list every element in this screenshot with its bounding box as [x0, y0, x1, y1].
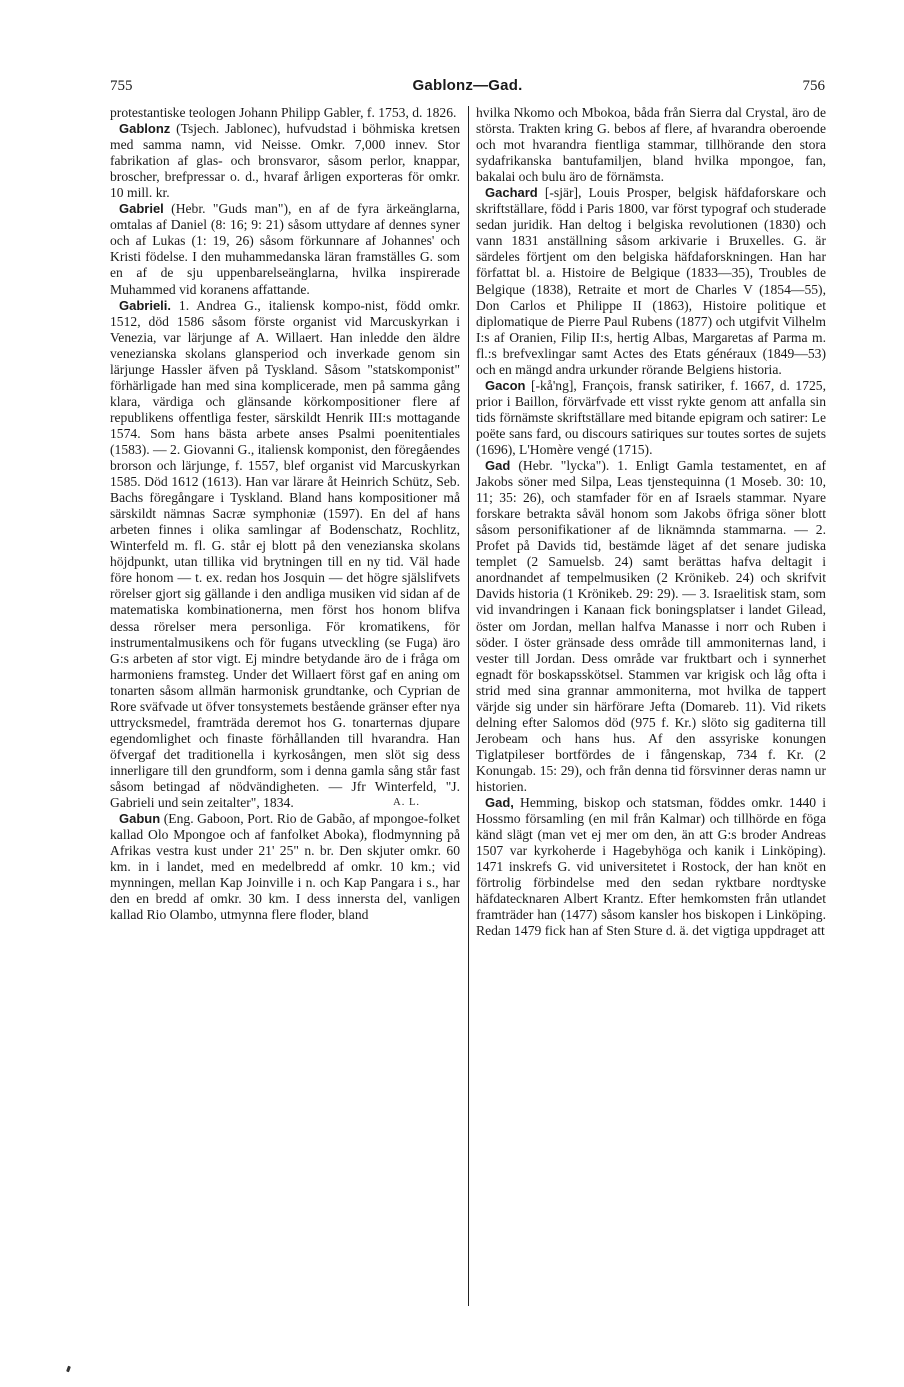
entry — [476, 795, 826, 939]
entry — [476, 378, 826, 458]
entry — [110, 121, 460, 201]
left-column — [110, 105, 460, 1310]
entry — [110, 298, 460, 812]
entry-text: (Eng. Gaboon, Port. Rio de Gabão, af mpongoe-folket kallad Olo Mpongoe och af fanfolket Aboka), flodmynning på Afrikas vestra kust under 21' 25" n. br. Den skjuter omkr. 60 km. in i landet, med en medelbredd af omkr. 10 km.; vid mynningen, mellan Kap Joinville i n. och Kap Pangara i s., har den en bredd af omkr. 30 km. I dess innersta del, vanligen kallad Rio Olambo, utmynna flere floder, bland — [110, 811, 460, 923]
right-column — [476, 105, 826, 1310]
entry-text: 1. Andrea G., italiensk kompo-nist, född omkr. 1512, död 1586 såsom förste organist vid Marcuskyrkan i Venezia, var lärjunge af A. Willaert. Han inledde den äldre venezianska skolans glansperiod och inverkade genom sin lärjunge Hassler äfven på Tyskland. Såsom "statskomponist" förhärligade han med sina komplicerade, men på samma gång klara, värdiga och glänsande körkompositioner flere af republikens offentliga fester, särskildt Henrik III:s mottagande 1574. Som hans bästa arbete anses Psalmi poenitentiales (1583). — 2. Giovanni G., italiensk komponist, den föregåendes brorson och lärjunge, f. 1557, blef organist vid Marcuskyrkan 1585. Död 1612 (1613). Han var lärare åt Heinrich Schütz, Seb. Bachs föregångare i Tyskland. Bland hans kompositioner må särskildt nämnas Sacræ symphoniæ (1597). En del af hans arbeten finnes i olika samlingar af Bodenschatz, Rochlitz, Winterfeld m. fl. G. står ej blott på den venezianska skolans höjdpunkt, utan tillika vid brytningen till en ny tid. Väl hade före honom — t. ex. redan hos Josquin — det högre själslifvets rörelser gjort sig gällande i den andliga musiken vid sidan af de matematiska kombinationerna, men först hos honom blifva dessa rörelser mera personliga. För kromatikens, för instrumentalmusikens och för fugans utveckling (se Fuga) äro G:s arbeten af stor vigt. Ej mindre betydande äro de i fråga om harmoniens framsteg. Under det Willaert först gaf en aning om tonarten såsom allmän harmonisk grundtanke, och Cyprian de Rore sväfvade ut öfver tonsystemets bestående gränser efter nya uttrycksmedel, framträda deremot hos G. tonarternas djupare egendomlighet och finaste förhållanden till hvarandra. Han öfvergaf det traditionella i kyrkosången, men slöt sig dess innerligare till den grundform, som i denna gamla sång står fast såsom betingad af nödvändigheten. — Jfr Winterfeld, "J. Gabrieli und sein zeitalter", 1834. — [110, 297, 460, 811]
entry-text: Hemming, biskop och statsman, föddes omkr. 1440 i Hossmo församling (en mil från Kalmar) och tillhörde en föga känd slägt (man vet ej mer om den, än att G:s broder Andreas 1507 var kyrkoherde i Hagebyhöga och kanik i Linköping). 1471 inskrefs G. vid universitetet i Rostock, der han knöt en förtrolig förbindelse med den sedan ryktbare nordtyske häfdatecknaren Albert Krantz. Efter hemkomsten från utlandet framträder han (1477) såsom kansler hos biskopen i Linköping. Redan 1479 fick han af Sten Sture d. ä. det vigtiga uppdraget att — [476, 795, 826, 939]
page-number-left: 755 — [110, 78, 133, 94]
page-header — [110, 78, 825, 100]
page-number-right: 756 — [802, 78, 825, 94]
entry-text: (Tsjech. Jablonec), hufvudstad i böhmiska kretsen med samma namn, vid Neisse. Omkr. 7,000 innev. Stor fabrikation af glas- och bronsvaror, såsom perlor, knappar, broscher, brefpressar o. d., hvaraf årligen exporteras för omkr. 10 mill. kr. — [110, 121, 460, 201]
entry-text: (Hebr. "lycka"). 1. Enligt Gamla testamentet, en af Jakobs söner med Silpa, Leas tjenstequinna (1 Moseb. 30: 10, 11; 35: 26), och stamfader för en af Israels stammar. Nyare forskare betrakta såväl honom som Jakobs öfriga söner blott såsom personifikationer af de liknämnda stammarna. — 2. Profet på Davids tid, bestämde läget af det senare judiska templet (2 Samuelsb. 24) samt berättas hafva deltagit i anordnandet af tempelmusiken (2 Krönikeb. 24) och skrifvit Davids historia (1 Krönikeb. 29: 29). — 3. Israelitisk stam, som vid invandringen i Kanaan fick boningsplatser i landet Gilead, öster om Jordan, mellan halfva Manasse i norr och Ruben i söder. I öster gränsade dess område till ammoniternas land, i vester till Jordan. Dess område var fruktbart och i synnerhet egnadt för boskapsskötsel. Stammen var krigisk och låg ofta i strid med sina grannar ammoniterna, mot hvilka de tappert värjde sig under sin härförare Jefta (Domareb. 11). Vid rikets delning efter Salomos död (975 f. Kr.) slöto sig gaditerna till Jerobeam och hans hus. Af den assyriske konungen Tiglatpileser bortfördes de i fångenskap, 734 f. Kr. (2 Konungab. 15: 29), och från denna tid försvinner deras namn ur historien. — [476, 458, 826, 794]
column-divider — [468, 106, 469, 1306]
entry — [110, 105, 460, 121]
headword: Gabriel — [119, 201, 164, 217]
headword: Gabrieli. — [119, 297, 172, 313]
ink-speck — [66, 1366, 71, 1373]
headword: Gabun — [119, 811, 161, 827]
entry — [110, 811, 460, 923]
entry — [476, 458, 826, 795]
author-signature: A. L. — [393, 797, 420, 809]
headword: Gablonz — [119, 121, 171, 137]
entry-text: (Hebr. "Guds man"), en af de fyra ärkeänglarna, omtalas af Daniel (8: 16; 9: 21) såsom uttydare af dennes syner och af Lukas (1: 19, 26) såsom förkunnare af Johannes' och Kristi födelse. I den muhammedanska läran framställes G. som en af de sju uppenbarelseänglarna, hvilka inspirerade Muhammed vid koranens affattande. — [110, 201, 460, 297]
entry-text: protestantiske teologen Johann Philipp Gabler, f. 1753, d. 1826. — [110, 105, 457, 120]
entry-text: [-sjär], Louis Prosper, belgisk häfdaforskare och skriftställare, född i Paris 1800, var först typograf och studerade sedan juridik. Han deltog i belgiska revolutionen (1830) och vann 1831 anställning såsom arkivarie i Bruxelles. G. är särdeles förtjent om den belgiska häfdaforskningen. Han har författat bl. a. Histoire de Belgique (1833—35), Troubles de Belgique (1838), Retraite et mort de Charles V (1854—55), Don Carlos et Philippe II (1863), Histoire politique et diplomatique de Pierre Paul Rubens (1877) och utgifvit Vilhelm I:s af Oranien, Filip II:s, hertig Albas, Margaretas af Parma m. fl.:s brefvexlingar samt Actes des Etats généraux (1849—53) och en mängd andra urkunder rörande Belgiens historia. — [476, 185, 826, 377]
entry-text: hvilka Nkomo och Mbokoa, båda från Sierra dal Crystal, äro de största. Trakten kring G. bebos af flere, af hvarandra oberoende och mot hvarandra fientliga stammar, tillhörande den stora sydafrikanska bantufamiljen, bland hvilka mpongoe, fan, bakalai och bulu äro de förnämsta. — [476, 105, 826, 185]
headword: Gacon — [485, 377, 526, 393]
entry — [476, 105, 826, 185]
entry — [476, 185, 826, 378]
entry-text: [-kå'ng], François, fransk satiriker, f. 1667, d. 1725, prior i Baillon, förvärfvade ett visst rykte genom att anfalla sin tids förnämste skriftställare med bitande epigram och satirer: Le poëte sans fard, ou discours satiriques sur toutes sortes de sujets (1696), L'Homère vengé (1715). — [476, 377, 826, 457]
running-head: Gablonz—Gad. — [412, 77, 523, 94]
headword: Gad, — [485, 795, 514, 811]
headword: Gad — [485, 458, 511, 474]
entry — [110, 201, 460, 297]
headword: Gachard — [485, 185, 538, 201]
